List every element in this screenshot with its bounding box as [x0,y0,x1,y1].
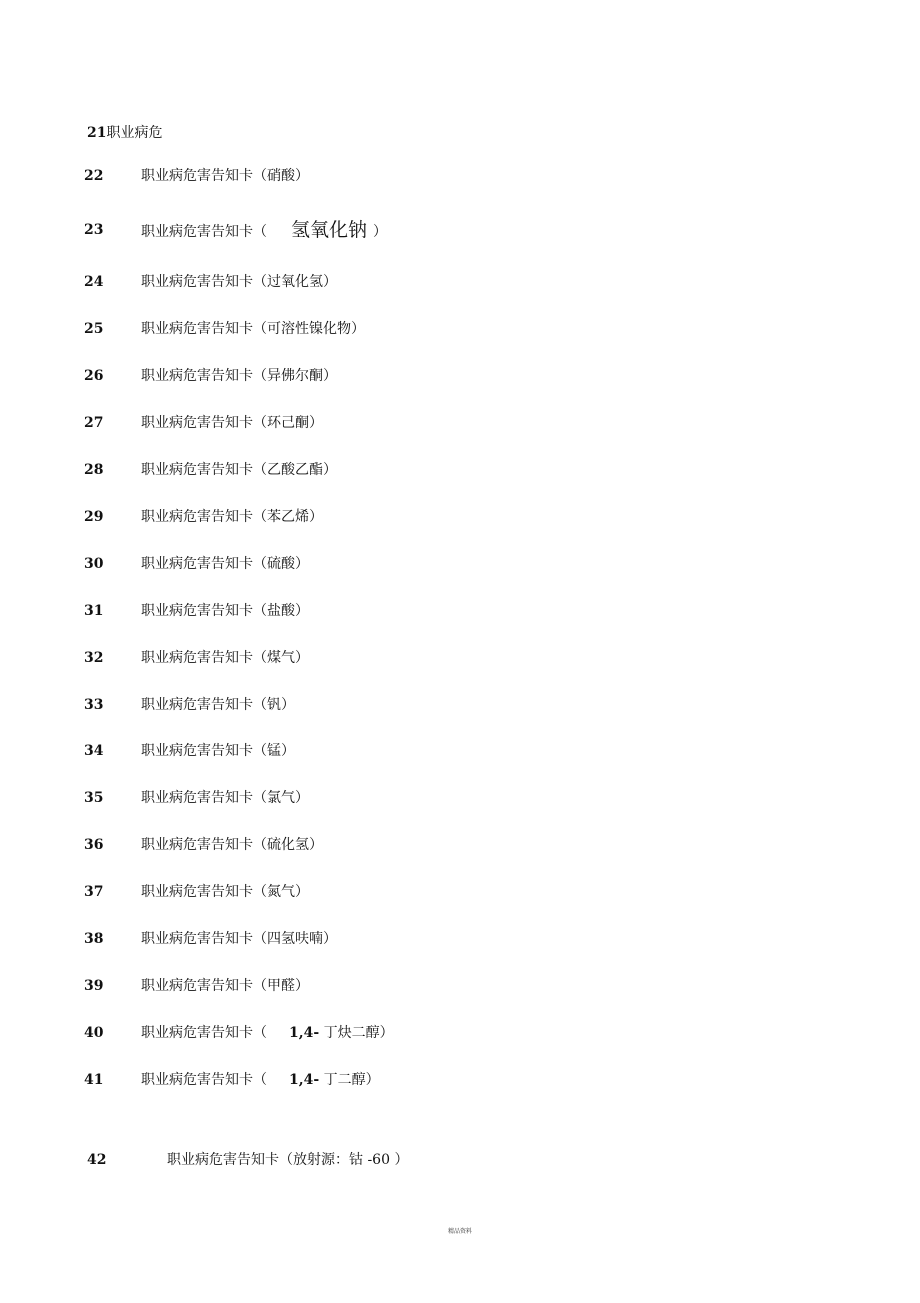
item-substance: （乙酸乙酯） [253,462,337,478]
item-substance: （环己酮） [253,415,323,431]
card-prefix: 职业病危害告知卡 [141,697,253,713]
card-prefix: 职业病危害告知卡 [141,321,253,337]
list-item [0,551,920,577]
card-prefix: 职业病危害告知卡 [141,884,253,900]
item-title [141,316,365,342]
card-prefix: 职业病危害告知卡 [141,790,253,806]
item-title [141,410,323,436]
list-item [0,410,920,436]
item-number: 31 [84,603,104,619]
open-paren: （ [253,224,267,240]
card-prefix: 职业病危害告知卡 [141,1025,253,1041]
item-substance: （盐酸） [253,603,309,619]
item-number: 32 [84,650,104,666]
item-number: 24 [84,274,104,290]
list-item-last [0,1147,920,1173]
card-prefix: 职业病危害告知卡 [141,837,253,853]
list-item [0,504,920,530]
card-prefix: 职业病危害告知卡 [141,650,253,666]
item-number: 36 [84,837,104,853]
item-substance: （钒） [253,697,295,713]
item-title [141,1020,394,1046]
item-title [141,973,309,999]
card-prefix: 职业病危害告知卡 [141,462,253,478]
card-prefix: 职业病危害告知卡 [141,743,253,759]
header-text: 职业病危 [106,125,163,141]
header-number: 21 [87,125,107,141]
card-prefix: 职业病危害告知卡 [141,368,253,384]
item-substance: （煤气） [253,650,309,666]
item-substance: （异佛尔酮） [253,368,337,384]
list-item [0,598,920,624]
item-substance: （锰） [253,743,295,759]
list-item [0,645,920,671]
item-title [141,217,387,245]
item-number: 37 [84,884,104,900]
item-number: 35 [84,790,104,806]
list-item [0,879,920,905]
item-title [141,879,309,905]
item-substance: （硫化氢） [253,837,323,853]
item-substance: 丁炔二醇） [319,1025,394,1041]
item-title [141,738,295,764]
item-number: 27 [84,415,104,431]
item-title [141,645,309,671]
card-prefix: 职业病危害告知卡 [141,274,253,290]
item-substance: （甲醛） [253,978,309,994]
item-title [141,692,295,718]
item-title [141,551,309,577]
card-prefix: 职业病危害告知卡 [141,1072,253,1088]
card-prefix: 职业病危害告知卡 [141,415,253,431]
card-prefix: 职业病危害告知卡 [141,931,253,947]
item-number: 25 [84,321,104,337]
item-substance: （氮气） [253,884,309,900]
list-item [0,316,920,342]
card-prefix: 职业病危害告知卡 [141,556,253,572]
list-item [0,1020,920,1046]
item-substance-number: 1,4- [289,1072,320,1088]
list-item [0,973,920,999]
item-number: 40 [84,1025,104,1041]
item-title [141,363,337,389]
list-header [87,120,162,146]
item-number: 30 [84,556,104,572]
item-number: 41 [84,1072,104,1088]
item-substance: （硝酸） [253,168,309,184]
list-item [0,926,920,952]
item-title [141,926,337,952]
item-number: 33 [84,697,104,713]
item-title: 职业病危害告知卡（放射源：钴 -60 ） [167,1152,409,1168]
list-item [0,217,920,243]
item-title [141,598,309,624]
item-substance: 氢氧化钠 [291,219,368,241]
item-title [141,269,337,295]
card-prefix: 职业病危害告知卡 [141,603,253,619]
item-title [141,1067,380,1093]
item-title [141,457,337,483]
item-number: 26 [84,368,104,384]
list-item [0,1067,920,1093]
item-number: 42 [87,1152,107,1168]
item-substance: 丁二醇） [319,1072,380,1088]
list-item [0,363,920,389]
item-substance: （硫酸） [253,556,309,572]
item-substance: （过氧化氢） [253,274,337,290]
item-number: 34 [84,743,104,759]
item-title [141,785,309,811]
item-number: 39 [84,978,104,994]
card-prefix: 职业病危害告知卡 [141,978,253,994]
item-number: 22 [84,168,104,184]
card-prefix: 职业病危害告知卡 [141,509,253,525]
page-footer: 精品资料 [447,1228,472,1235]
close-paren: ） [373,224,388,240]
item-number: 38 [84,931,104,947]
list-item [0,785,920,811]
item-title [141,163,309,189]
item-title [141,832,323,858]
card-prefix: 职业病危害告知卡 [141,168,253,184]
list-item [0,738,920,764]
list-item [0,832,920,858]
list-item [0,269,920,295]
item-number: 23 [84,222,104,238]
open-paren: （ [253,1072,267,1088]
item-number: 28 [84,462,104,478]
list-item [0,163,920,189]
list-item [0,692,920,718]
item-substance-number: 1,4- [289,1025,320,1041]
item-number: 29 [84,509,104,525]
open-paren: （ [253,1025,267,1041]
card-prefix: 职业病危害告知卡 [141,224,253,240]
list-item [0,457,920,483]
item-substance: （氯气） [253,790,309,806]
item-substance: （四氢呋喃） [253,931,337,947]
item-title [141,504,323,530]
item-substance: （可溶性镍化物） [253,321,365,337]
item-substance: （苯乙烯） [253,509,323,525]
